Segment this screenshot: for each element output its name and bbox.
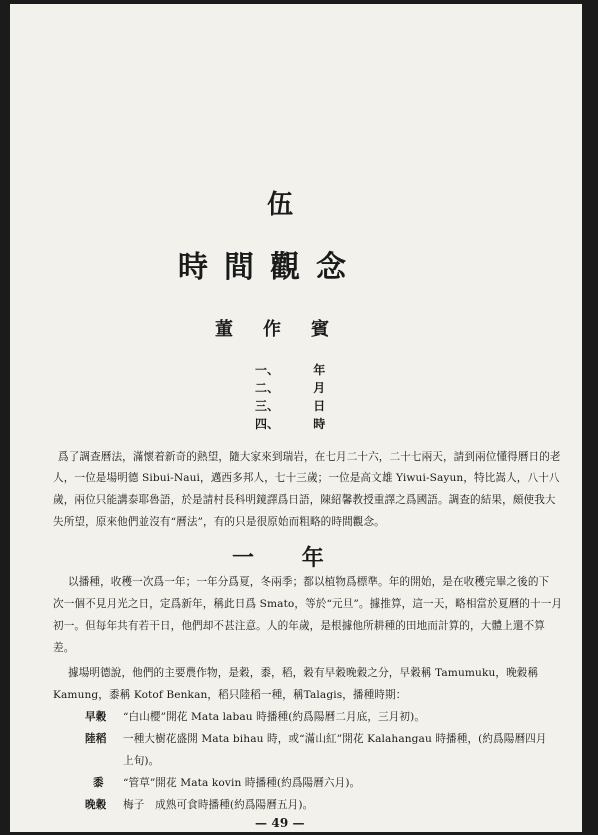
toc-label: 月 bbox=[313, 381, 326, 395]
section-number: 一 bbox=[232, 545, 255, 571]
text-line: Kamung，黍稱 Kotof Benkan，稻只陸稻一種，稱Talagis，播種時期： bbox=[53, 689, 407, 701]
section-title: 年 bbox=[301, 545, 324, 571]
text-line: 人，一位是場明德 Sibui-Naui，邁西多邦人，七十三歲；一位是高文雄 Yiwui-Sayun，特比嵩人，八十八 bbox=[53, 472, 560, 484]
crop-text: “白山櫻”開花 Mata labau 時播種(約爲陽曆二月底，三月初)。 bbox=[123, 711, 426, 723]
text-line: 失所望，原來他們並沒有“曆法”，有的只是很原始而粗略的時間觀念。 bbox=[53, 516, 385, 528]
text-line: 差。 bbox=[53, 642, 75, 654]
toc-label: 時 bbox=[313, 417, 326, 431]
text-line: 以播種，收穫一次爲一年；一年分爲夏，冬兩季；都以植物爲標準。年的開始，是在收穫完畢之後的下 bbox=[68, 576, 550, 588]
crop-name: 黍 bbox=[93, 777, 104, 789]
section-heading bbox=[232, 541, 324, 572]
toc-number: 四、 bbox=[255, 417, 280, 431]
toc-number: 二、 bbox=[255, 381, 280, 395]
text-line: 次一個不見月光之日，定爲新年，稱此日爲 Smato，等於“元旦”。據推算，這一天，略相當於夏曆的十一月 bbox=[53, 598, 563, 610]
toc-number: 一、 bbox=[255, 363, 280, 377]
toc-label: 年 bbox=[313, 363, 326, 377]
crop-text: 一種大樹花盛開 Mata bihau 時，或“滿山紅”開花 Kalahangau 時播種，(約爲陽曆四月 bbox=[123, 733, 547, 745]
crop-name: 早穀 bbox=[85, 711, 107, 723]
crop-name: 晚穀 bbox=[85, 799, 107, 811]
document-page bbox=[10, 4, 582, 832]
author-name: 董作賓 bbox=[215, 319, 359, 340]
toc-item bbox=[255, 361, 325, 378]
chapter-title: 時間觀念 bbox=[178, 250, 362, 285]
toc-item bbox=[255, 379, 325, 396]
chapter-number: 伍 bbox=[267, 190, 294, 220]
crop-name: 陸稻 bbox=[85, 733, 107, 745]
crop-text: 梅子 成熟可食時播種(約爲陽曆五月)。 bbox=[123, 799, 314, 811]
toc-item bbox=[255, 415, 325, 432]
crop-text: 上旬)。 bbox=[123, 755, 160, 767]
text-line: 初一。但每年共有若干日，他們却不甚注意。人的年歲，是根據他所耕種的田地而計算的，大體上還不算 bbox=[53, 620, 545, 632]
toc-item bbox=[255, 397, 325, 414]
text-line: 歲，兩位只能講泰耶魯語，於是請村長科明鏡譯爲日語，陳紹馨教授重譯之爲國語。調查的結果，頗使我大 bbox=[53, 494, 556, 506]
text-line: 爲了調查曆法，滿懷着新奇的熱望，隨大家來到瑞岩，在七月二十六，二十七兩天，請到兩位懂得曆日的老 bbox=[58, 451, 561, 463]
toc-label: 日 bbox=[313, 399, 326, 413]
page-number: — 49 — bbox=[255, 816, 305, 830]
crop-text: “管草”開花 Mata kovin 時播種(約爲陽曆六月)。 bbox=[123, 777, 361, 789]
toc-number: 三、 bbox=[255, 399, 280, 413]
text-line: 據場明德說，他們的主要農作物，是穀，黍，稻，穀有早穀晚穀之分，早穀稱 Tamumuku，晚穀稱 bbox=[68, 667, 539, 679]
